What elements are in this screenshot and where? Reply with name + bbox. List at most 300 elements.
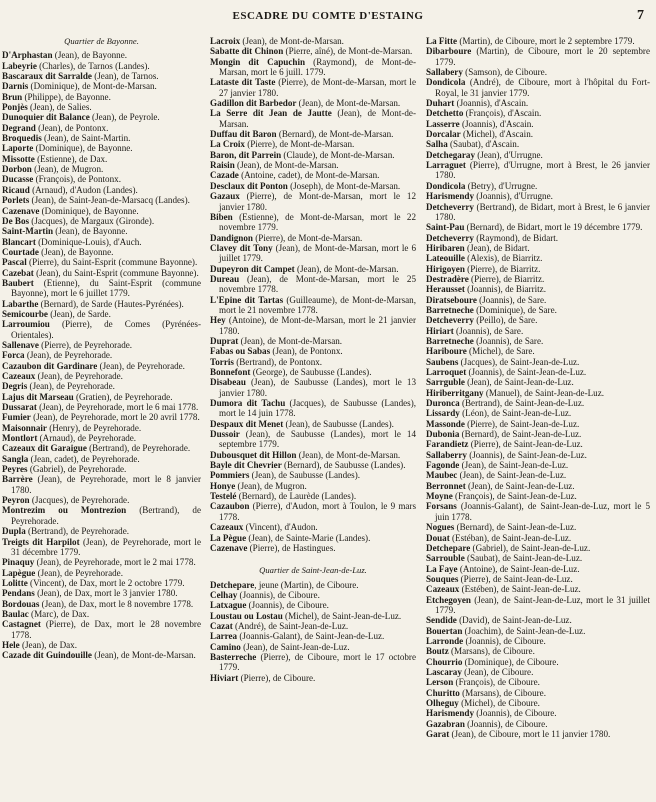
roster-entry <box>426 595 650 616</box>
sailor-details: (Bertrand), de Bidart, mort à Brest, le 6 janvier 1780. <box>435 201 650 222</box>
sailor-name: Churitto <box>426 687 460 698</box>
roster-entry <box>2 247 201 257</box>
sailor-details: (Jean), du Saint-Esprit (commune Bayonne). <box>33 267 199 278</box>
sailor-details: (Gratien), de Peyrehorade. <box>73 391 173 402</box>
sailor-name: Bonnefont <box>210 367 251 377</box>
roster-entry <box>2 92 201 102</box>
roster-entry <box>426 729 650 739</box>
roster-entry <box>2 206 201 216</box>
roster-entry <box>426 98 650 108</box>
roster-entry <box>210 46 416 56</box>
sailor-details: (Jean), d'Urrugne. <box>475 149 543 160</box>
sailor-name: Saint-Pau <box>426 222 465 233</box>
sailor-details: (Antoine), de Saint-Jean-de-Luz. <box>457 563 580 574</box>
roster-entry <box>426 698 650 708</box>
sailor-name: Laporte <box>2 143 34 154</box>
roster-entry <box>426 160 650 181</box>
sailor-name: Despaux dit Menet <box>210 418 284 429</box>
sailor-name: Dussoir <box>210 429 240 440</box>
roster-entry <box>2 257 201 267</box>
roster-entry <box>426 119 650 129</box>
roster-entry <box>2 619 201 640</box>
sailor-details: (Jean), de Bayonne. <box>53 226 128 237</box>
sailor-details: (Jean), de Saint-Jean-de-Luz, mort le 31 juillet 1779. <box>435 594 650 615</box>
roster-entry <box>426 336 650 346</box>
sailor-name: Dibarboure <box>426 46 472 57</box>
sailor-details: (Samson), de Ciboure. <box>462 67 547 78</box>
sailor-name: Ricaud <box>2 184 30 195</box>
sailor-details: (Betry), d'Urrugne. <box>465 180 538 191</box>
sailor-details: (Jean), de Mont-de-Marsan. <box>296 449 401 460</box>
sailor-name: Honye <box>210 480 236 491</box>
roster-entry <box>426 626 650 636</box>
sailor-name: Ponjès <box>2 102 28 113</box>
sailor-details: (Raymond), de Mont-de-Marsan, mort le 6 juill. 1779. <box>219 56 416 78</box>
sailor-name: Garat <box>426 729 450 740</box>
roster-entry <box>2 433 201 443</box>
sailor-name: Sabatte dit Chinon <box>210 46 284 57</box>
roster-entry <box>426 460 650 470</box>
roster-entry <box>426 243 650 253</box>
roster-entry <box>2 154 201 164</box>
sailor-name: Pendans <box>2 588 35 599</box>
roster-entry <box>2 102 201 112</box>
sailor-details: (Manuel), de Saint-Jean-de-Luz. <box>483 387 605 398</box>
sailor-name: Bascaraux dit Sarralde <box>2 71 92 82</box>
sailor-name: Semicourbe <box>2 308 48 319</box>
roster-entry <box>210 673 416 683</box>
sailor-details: (Joannis), de Saint-Jean-de-Luz. <box>466 367 587 377</box>
roster-entry <box>2 278 201 299</box>
sailor-details: (Jean), de Peyrehorade. <box>35 371 123 381</box>
sailor-details: (Jean), de Peyrehorade, mort le 6 mai 1778. <box>36 402 199 413</box>
roster-entry <box>2 319 201 340</box>
roster-entry <box>426 346 650 356</box>
sailor-details: (Pierre, aîné), de Mont-de-Marsan. <box>283 46 413 57</box>
sailor-details: (Jean), de Saint-Jean-de-Luz. <box>465 480 575 491</box>
roster-entry <box>2 609 201 619</box>
sailor-details: (Bernard), de Sarde (Hautes-Pyrénées). <box>38 298 184 309</box>
sailor-name: Fumier <box>2 412 31 423</box>
sailor-details: (Jean), de Bidart. <box>464 242 530 253</box>
sailor-details: (Gabriel), de Saint-Jean-de-Luz. <box>470 542 591 553</box>
sailor-name: Dureau <box>210 273 240 284</box>
sailor-details: (Bernard), de Laurède (Landes). <box>236 491 357 502</box>
sailor-details: (Jean), de Peyrehorade. <box>97 360 185 371</box>
sailor-details: (Jean), de Dax. <box>19 639 78 650</box>
sailor-details: (Joannis), de Ciboure. <box>464 718 548 729</box>
roster-entry <box>210 501 416 522</box>
roster-entry <box>2 226 201 236</box>
roster-entry <box>210 139 416 149</box>
sailor-name: Saint-Martin <box>2 226 54 237</box>
sailor-name: Larroquet <box>426 367 467 377</box>
sailor-name: Baulac <box>2 608 29 619</box>
sailor-name: Hiviart <box>210 672 239 683</box>
sailor-name: Missotte <box>2 153 35 164</box>
sailor-name: Pommiers <box>210 470 250 481</box>
roster-entry <box>210 150 416 160</box>
roster-entry <box>210 460 416 470</box>
sailor-details: (Marsans), de Ciboure. <box>459 687 546 698</box>
sailor-name: Nogues <box>426 522 455 533</box>
sailor-name: Pascal <box>2 257 27 268</box>
section-heading: Quartier de Bayonne. <box>64 36 139 46</box>
sailor-name: Cazade <box>210 170 239 181</box>
sailor-details: (Marc), de Dax. <box>28 608 90 619</box>
sailor-details: (Bernard), de Mont-de-Marsan. <box>276 129 394 140</box>
roster-entry <box>426 388 650 398</box>
sailor-details: (Joannis), de Biarritz. <box>464 284 546 295</box>
sailor-name: Harismendy <box>426 708 474 719</box>
sailor-name: Herausset <box>426 284 465 295</box>
roster-entry <box>426 305 650 315</box>
roster-entry <box>426 181 650 191</box>
sailor-name: Blancart <box>2 236 36 247</box>
roster-entry <box>210 522 416 532</box>
sailor-name: Duprat <box>210 335 239 346</box>
roster-entry <box>426 719 650 729</box>
sailor-details: (Saubat), de Saint-Jean-de-Luz. <box>464 553 583 564</box>
roster-entry <box>426 357 650 367</box>
roster-entry <box>2 61 201 71</box>
roster-entry <box>2 185 201 195</box>
sailor-details: (Joannis), de Saint-Jean-de-Luz. <box>466 449 587 460</box>
sailor-name: Chourrio <box>426 656 463 667</box>
sailor-name: Duhart <box>426 98 455 109</box>
sailor-name: Dunoquier dit Balance <box>2 112 90 123</box>
sailor-details: (Pierre), de Biarritz. <box>468 273 545 284</box>
sailor-name: Sarrguble <box>426 377 465 388</box>
text-column-left <box>2 36 201 802</box>
roster-entry <box>426 615 650 625</box>
sailor-details: (Jean), de Mugron. <box>235 480 307 491</box>
running-title: ESCADRE DU COMTE D'ESTAING <box>232 10 424 22</box>
roster-entry <box>210 398 416 419</box>
sailor-name: Cazenave <box>2 205 40 216</box>
roster-entry <box>426 636 650 646</box>
roster-entry <box>426 377 650 387</box>
sailor-details: (Pierre), de Saint-Jean-de-Luz. <box>458 573 573 584</box>
roster-entry <box>426 677 650 687</box>
sailor-name: Lascaray <box>426 666 462 677</box>
sailor-name: Cazeaux <box>426 584 460 595</box>
roster-entry <box>426 584 650 594</box>
sailor-name: Dupla <box>2 526 26 537</box>
roster-entry <box>426 326 650 336</box>
sailor-details: (Vincent), de Dax, mort le 2 octobre 1779. <box>27 577 185 588</box>
roster-entry <box>210 600 416 610</box>
sailor-details: (Henry), de Peyrehorade. <box>46 422 142 433</box>
roster-entry <box>426 253 650 263</box>
sailor-details: (Pierre), de Hastingues. <box>247 542 336 553</box>
sailor-details: (Joannis), de Sare. <box>453 325 524 336</box>
roster-entry <box>2 557 201 567</box>
roster-entry <box>426 150 650 160</box>
sailor-details: (Jean), de Mont-de-Marsan. <box>219 108 416 129</box>
roster-entry <box>426 222 650 232</box>
sailor-details: (Pierre), d'Urrugne, mort à Brest, le 26 janvier 1780. <box>435 160 650 181</box>
sailor-name: Cazeaux <box>2 371 36 381</box>
sailor-details: (Jacques), de Saubusse (Landes), mort le 14 juin 1778. <box>219 398 416 419</box>
sailor-name: Saubens <box>426 356 459 367</box>
roster-entry <box>2 423 201 433</box>
roster-entry <box>2 640 201 650</box>
sailor-details: (Pierre), de Mont-de-Marsan, mort le 27 janvier 1780. <box>219 77 416 98</box>
sailor-name: Maubec <box>426 470 458 481</box>
roster-entry <box>426 491 650 501</box>
sailor-details: (Joannis), de Ciboure. <box>237 589 320 600</box>
sailor-name: Basterreche <box>210 651 257 662</box>
sailor-name: Lolitte <box>2 577 28 588</box>
sailor-name: Farandietz <box>426 439 469 450</box>
sailor-name: Hiribaren <box>426 242 465 253</box>
roster-entry <box>2 50 201 60</box>
sailor-details: (Dominique), de Sare. <box>473 304 557 315</box>
sailor-details: (André), de Ciboure, mort à l'hôpital du Fort-Royal, le 31 janvier 1779. <box>435 77 650 98</box>
sailor-name: Desclaux dit Ponton <box>210 180 288 191</box>
sailor-name: Hiriberritgany <box>426 387 484 398</box>
sailor-details: (Jean), de Mont-de-Marsan. <box>234 160 339 171</box>
roster-entry <box>2 216 201 226</box>
sailor-details: (Antoine), de Mont-de-Marsan, mort le 21 janvier 1780. <box>219 315 416 336</box>
sailor-details: (Pierre), du Saint-Esprit (commune Bayonne). <box>26 257 198 268</box>
sailor-name: La Fitte <box>426 36 458 46</box>
sailor-name: Dondicola <box>426 180 466 191</box>
sailor-name: Latxague <box>210 600 247 611</box>
sailor-details: (Pierre), de Mont-de-Marsan, mort le 12 janvier 1780. <box>219 191 416 212</box>
sailor-name: Lacroix <box>210 36 241 46</box>
sailor-details: (Jean), de Peyrole. <box>89 112 160 123</box>
roster-entry <box>2 371 201 381</box>
sailor-details: (Jean), de Mont-de-Marsan. <box>240 36 344 46</box>
sailor-details: (Pierre), de Ciboure. <box>238 672 316 683</box>
roster-entry <box>210 357 416 367</box>
sailor-name: Peyron <box>2 495 30 506</box>
roster-entry <box>210 590 416 600</box>
sailor-details: (Estienne), de Mont-de-Marsan, mort le 22 novembre 1779. <box>219 211 416 233</box>
sailor-name: Cazaubon dit Gardinare <box>2 360 98 371</box>
sailor-details: (Jean), de Dax, mort le 3 janvier 1780. <box>34 588 178 599</box>
sailor-details: (Peillo), de Sare. <box>473 315 538 326</box>
sailor-details: (Joannis-Galant), de Saint-Jean-de-Luz, mort le 5 juin 1778. <box>435 501 650 522</box>
sailor-details: (Pierre), de Saint-Jean-de-Luz. <box>464 418 580 429</box>
sailor-name: Barretneche <box>426 335 474 346</box>
sailor-name: Labeyrie <box>2 60 37 71</box>
text-column-right <box>426 36 650 802</box>
sailor-name: Disabeau <box>210 377 246 388</box>
sailor-details: (Joannis-Galant), de Saint-Jean-de-Luz. <box>237 631 385 642</box>
roster-entry <box>426 657 650 667</box>
sailor-details: (Jean), de Mont-de-Marsan. <box>294 263 399 274</box>
sailor-name: Forca <box>2 350 25 361</box>
roster-entry <box>2 81 201 91</box>
roster-entry <box>2 568 201 578</box>
roster-entry <box>210 170 416 180</box>
sailor-name: Montrezim ou Montrezion <box>2 505 127 516</box>
sailor-details: (Joannis), d'Ascain. <box>459 118 534 129</box>
sailor-name: Castagnet <box>2 619 41 630</box>
sailor-details: (Jean), de Peyrehorade, mort le 8 janvier 1780. <box>11 474 201 495</box>
sailor-details: (Jean), de Peyrehorade. <box>35 567 123 578</box>
sailor-details: (François), de Saint-Jean-de-Luz. <box>452 491 577 502</box>
sailor-details: (Léon), de Saint-Jean-de-Luz. <box>459 408 572 419</box>
sailor-name: Maisonnair <box>2 422 47 433</box>
roster-entry <box>2 650 201 660</box>
sailor-details: (Joannis), de Ciboure. <box>463 635 546 646</box>
sailor-details: , jeune (Martin), de Ciboure. <box>254 579 359 590</box>
sailor-details: (Jean), de Peyrehorade, mort le 2 mai 1778. <box>34 557 196 568</box>
sailor-details: (Jean), de Saubusse (Landes). <box>283 418 394 429</box>
roster-entry <box>2 464 201 474</box>
sailor-name: Sallabery <box>426 67 463 78</box>
sailor-details: (Joannis), d'Urrugne. <box>474 191 553 202</box>
sailor-details: (Joannis), de Ciboure. <box>246 600 329 611</box>
sailor-name: Bouertan <box>426 625 463 636</box>
sailor-name: Dupeyron dit Campet <box>210 263 295 274</box>
roster-entry <box>210 108 416 129</box>
sailor-name: Lasserre <box>426 118 460 129</box>
sailor-name: Sendide <box>426 615 457 626</box>
sailor-name: Dussarat <box>2 402 37 413</box>
sailor-details: (Antoine, cadet), de Mont-de-Marsan. <box>238 170 380 181</box>
sailor-details: (Charles), de Tarnos (Landes). <box>36 60 150 71</box>
sailor-name: Testelé <box>210 491 237 502</box>
sailor-details: (Bertrand), de Peyrehorade. <box>25 526 130 537</box>
sailor-name: Dumora dit Tachu <box>210 398 286 409</box>
sailor-details: (Jean), de Mont-de-Marsan, mort le 6 juillet 1779. <box>219 242 416 264</box>
sailor-name: Larrea <box>210 631 238 642</box>
roster-entry <box>426 398 650 408</box>
sailor-name: Sarrouble <box>426 553 465 564</box>
sailor-details: (Bernard), de Saint-Jean-de-Luz. <box>459 429 582 440</box>
sailor-details: (Dominique), de Bayonne. <box>39 205 139 216</box>
sailor-details: (Estében), de Saint-Jean-de-Luz. <box>459 584 581 595</box>
roster-entry <box>210 470 416 480</box>
sailor-name: La Croix <box>210 139 245 150</box>
sailor-details: (Marsans), de Ciboure. <box>448 646 535 657</box>
sailor-details: (Estéban), de Saint-Jean-de-Luz. <box>449 532 572 543</box>
sailor-details: (Jean), de Peyrehorade. <box>24 350 113 361</box>
sailor-name: Broquedis <box>2 133 42 144</box>
roster-entry <box>2 454 201 464</box>
sailor-name: Detcheverry <box>426 315 474 326</box>
sailor-name: Peyres <box>2 464 28 475</box>
sailor-details: (François), d'Ascain. <box>463 108 542 119</box>
running-header <box>0 10 656 26</box>
roster-entry <box>426 274 650 284</box>
sailor-name: Lissardy <box>426 408 460 419</box>
sailor-details: (Jean), de Pontonx. <box>270 346 343 357</box>
roster-entry <box>210 181 416 191</box>
roster-entry <box>2 381 201 391</box>
sailor-name: Salha <box>426 139 448 150</box>
roster-entry <box>426 688 650 698</box>
sailor-name: Montlort <box>2 433 38 444</box>
roster-entry <box>210 336 416 346</box>
sailor-name: Hele <box>2 639 20 650</box>
sailor-name: Raisin <box>210 160 235 171</box>
text-column-middle <box>210 36 416 802</box>
sailor-details: (Jean), de Mont-de-Marsan, mort le 25 novembre 1778. <box>219 273 416 295</box>
sailor-details: (Raymond), de Bidart. <box>473 232 559 243</box>
sailor-name: Detchepare <box>210 579 255 590</box>
sailor-name: Clavey dit Tony <box>210 242 273 253</box>
sailor-details: (Jean), de Saint-Jean-de-Luz. <box>464 377 574 388</box>
sailor-details: (Jean), de Pontonx. <box>35 122 109 133</box>
sailor-details: (Vincent), d'Audon. <box>243 522 318 533</box>
sailor-name: De Bos <box>2 215 30 226</box>
sailor-name: Souques <box>426 573 459 584</box>
sailor-name: Diratseboure <box>426 294 477 305</box>
roster-entry <box>426 46 650 67</box>
sailor-name: Biben <box>210 211 233 222</box>
sailor-name: Fagonde <box>426 460 460 471</box>
sailor-details: (Jean), de Sarde. <box>47 308 111 319</box>
sailor-name: Lerson <box>426 677 454 688</box>
roster-entry <box>210 98 416 108</box>
sailor-details: (Jean), de Saint-Jean-de-Marsacq (Landes). <box>29 195 190 206</box>
roster-entry <box>426 533 650 543</box>
sailor-details: (Bernard), de Bidart, mort le 19 décembre 1779. <box>464 222 643 233</box>
roster-entry <box>210 450 416 460</box>
sailor-name: Gazaux <box>210 191 240 202</box>
sailor-name: Cazeaux dit Garaigue <box>2 443 87 454</box>
sailor-name: Hirigoyen <box>426 263 465 274</box>
roster-entry <box>2 174 201 184</box>
roster-entry <box>2 340 201 350</box>
sailor-name: Camino <box>210 641 241 652</box>
roster-entry <box>210 233 416 243</box>
sailor-name: Gadillon dit Barbedor <box>210 98 297 109</box>
roster-entry <box>426 77 650 98</box>
sailor-details: (Jean), de Salies. <box>27 102 92 113</box>
sailor-name: Gazabran <box>426 718 465 729</box>
sailor-name: Lataste dit Taste <box>210 77 276 88</box>
roster-entry <box>2 112 201 122</box>
sailor-name: La Pègue <box>210 532 247 543</box>
roster-entry <box>210 191 416 212</box>
roster-entry <box>426 667 650 677</box>
roster-entry <box>426 543 650 553</box>
sailor-name: Bayle dit Chevrier <box>210 460 282 471</box>
sailor-details: (Jacques), de Margaux (Gironde). <box>29 215 155 226</box>
roster-entry <box>2 392 201 402</box>
roster-entry <box>210 129 416 139</box>
sailor-details: (Jean), de Saint-Jean-de-Luz. <box>459 460 569 471</box>
sailor-details: (Pierre), de Comes (Pyrénées-Orientales). <box>11 319 201 340</box>
sailor-name: Barrère <box>2 474 33 485</box>
roster-entry <box>426 408 650 418</box>
sailor-name: Treigts dit Harpilot <box>2 536 80 547</box>
sailor-details: (Arnaud), de Peyrehorade. <box>37 433 137 444</box>
roster-entry <box>2 133 201 143</box>
sailor-details: (Michel), de Ciboure. <box>458 698 540 708</box>
sailor-details: (Jean), de Saint-Jean-de-Luz. <box>457 470 567 481</box>
sailor-details: (Bertrand), de Pontonx. <box>233 356 323 367</box>
sailor-name: Hey <box>210 315 226 326</box>
roster-entry <box>426 708 650 718</box>
roster-entry <box>2 599 201 609</box>
sailor-name: Cazat <box>210 620 233 631</box>
sailor-name: Cazade dit Guindouille <box>2 650 92 661</box>
sailor-details: (Michel), de Sare. <box>466 346 535 357</box>
sailor-details: (Jacques), de Peyrehorade. <box>29 495 130 506</box>
page-number: 7 <box>637 8 644 23</box>
sailor-details: (François), de Pontonx. <box>33 174 121 185</box>
sailor-details: (Jean), de Saubusse (Landes), mort le 14 septembre 1779. <box>219 429 416 450</box>
roster-entry <box>426 450 650 460</box>
